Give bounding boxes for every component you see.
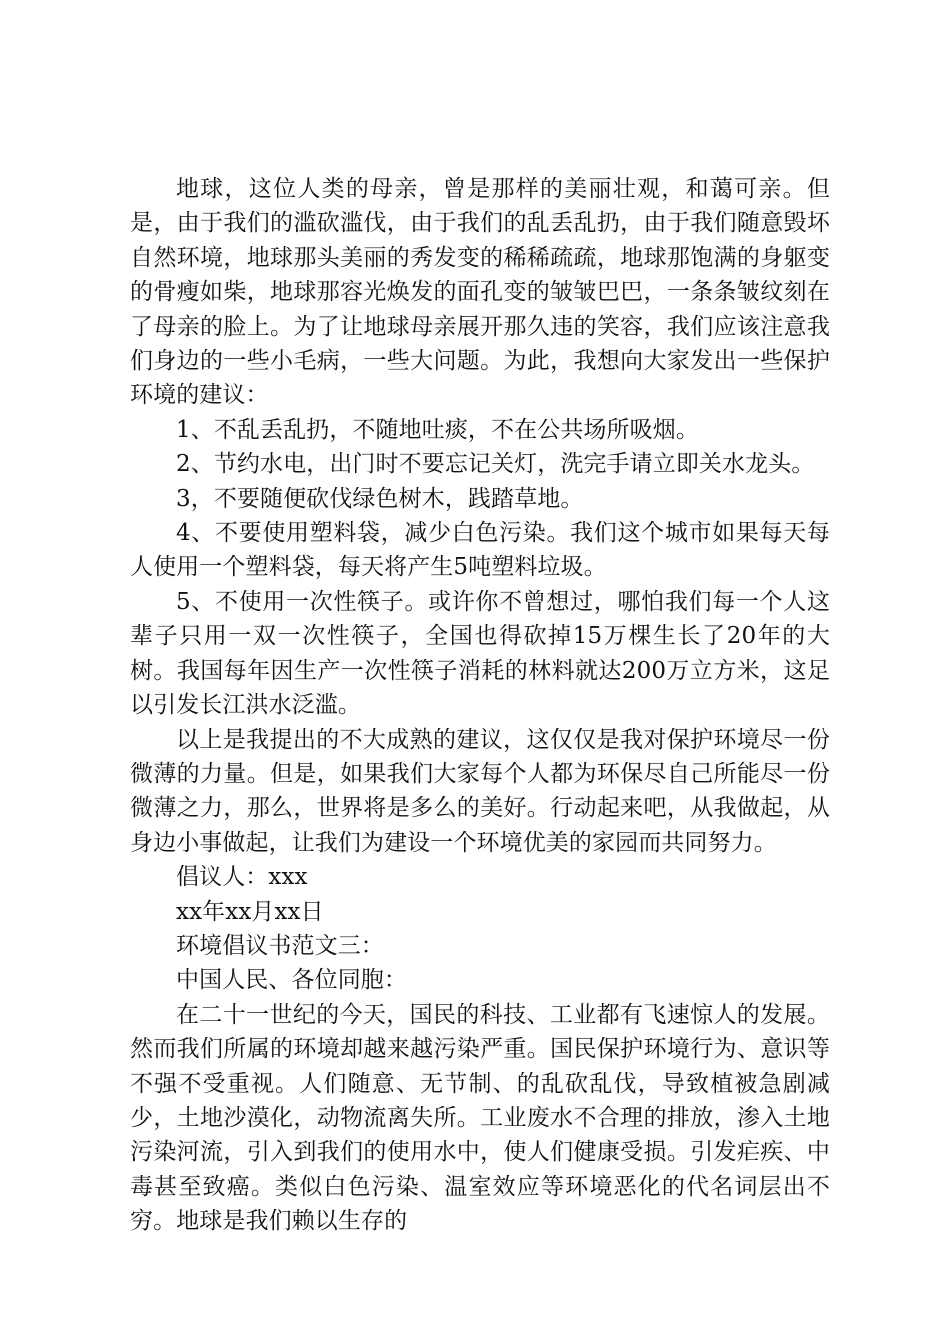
suggestion-item-2: 2、节约水电，出门时不要忘记关灯，洗完手请立即关水龙头。 xyxy=(176,451,815,478)
paragraph-conclusion: 以上是我提出的不大成熟的建议，这仅仅是我对保护环境尽一份微薄的力量。但是，如果我们大家每个人都为环保尽自己所能尽一份微薄之力，那么，世界将是多么的美好。行动起来吧，从我做起，从身边小事做起，让我们为建设一个环境优美的家园而共同努力。 xyxy=(130,726,830,856)
proposer-line: 倡议人：xxx xyxy=(176,864,308,891)
suggestion-item-3: 3，不要随便砍伐绿色树木，践踏草地。 xyxy=(176,485,584,512)
document-body xyxy=(130,172,830,1239)
paragraph-body: 在二十一世纪的今天，国民的科技、工业都有飞速惊人的发展。然而我们所属的环境却越来越污染严重。国民保护环境行为、意识等不强不受重视。人们随意、无节制、的乱砍乱伐，导致植被急剧减少，土地沙漠化，动物流离失所。工业废水不合理的排放，渗入土地污染河流，引入到我们的使用水中，使人们健康受损。引发疟疾、中毒甚至致癌。类似白色污染、温室效应等环境恶化的代名词层出不穷。地球是我们赖以生存的 xyxy=(130,1001,830,1235)
suggestion-item-5: 5、不使用一次性筷子。或许你不曾想过，哪怕我们每一个人这辈子只用一双一次性筷子，全国也得砍掉15万棵生长了20年的大树。我国每年因生产一次性筷子消耗的林料就达200万立方米，这足以引发长江洪水泛滥。 xyxy=(130,588,830,719)
section-heading: 环境倡议书范文三： xyxy=(176,932,384,959)
date-line: xx年xx月xx日 xyxy=(176,898,324,925)
salutation: 中国人民、各位同胞： xyxy=(176,967,407,994)
suggestion-item-4: 4、不要使用塑料袋，减少白色污染。我们这个城市如果每天每人使用一个塑料袋，每天将产生5吨塑料垃圾。 xyxy=(130,520,830,581)
suggestion-item-1: 1、不乱丢乱扔，不随地吐痰，不在公共场所吸烟。 xyxy=(176,416,699,443)
paragraph-intro: 地球，这位人类的母亲，曾是那样的美丽壮观，和蔼可亲。但是，由于我们的滥砍滥伐，由于我们的乱丢乱扔，由于我们随意毁坏自然环境，地球那头美丽的秀发变的稀稀疏疏，地球那饱满的身躯变的骨瘦如柴，地球那容光焕发的面孔变的皱皱巴巴，一条条皱纹刻在了母亲的脸上。为了让地球母亲展开那久违的笑容，我们应该注意我们身边的一些小毛病，一些大问题。为此，我想向大家发出一些保护环境的建议： xyxy=(130,176,830,409)
